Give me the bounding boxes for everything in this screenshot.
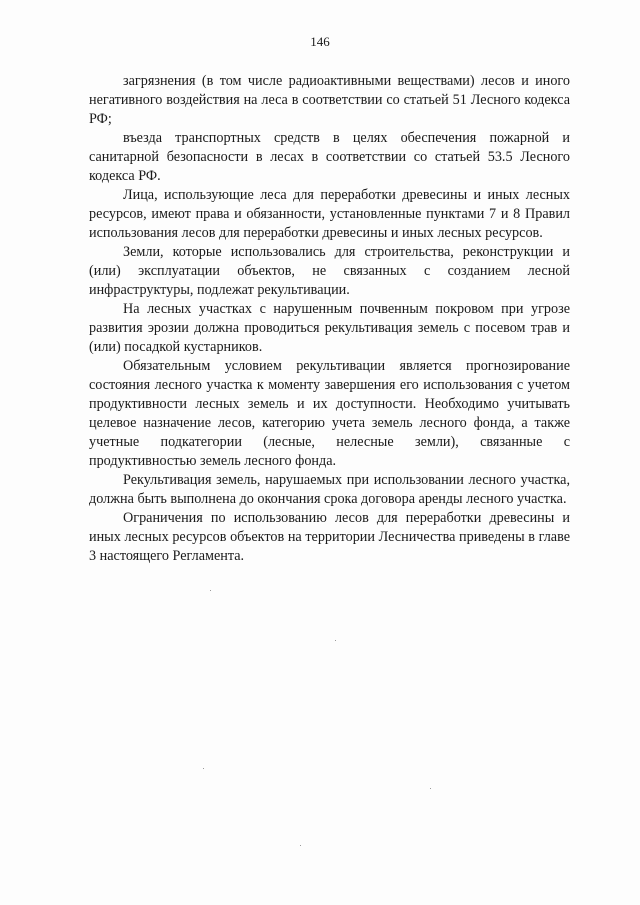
scan-speck	[210, 590, 211, 591]
paragraph-land-reclamation: Земли, которые использовались для строительства, реконструкции и (или) эксплуатации объектов, не связанных с созданием лесной инфраструктуры, подлежат рекультивации.	[89, 244, 570, 298]
scan-speck	[430, 788, 431, 789]
paragraph-forecasting: Обязательным условием рекультивации является прогнозирование состояния лесного участка к моменту завершения его использования с учетом продуктивности лесных земель и их доступности. Необходимо учитывать целевое назначение лесов, категорию учета земель лесного фонда, а также учетные подкатегории (лесные, нелесные земли), связанные с продуктивностью земель лесного фонда.	[89, 358, 570, 469]
scan-speck	[335, 640, 336, 641]
paragraph-pollution: загрязнения (в том числе радиоактивными веществами) лесов и иного негативного воздействия на леса в соответствии со статьей 51 Лесного кодекса РФ;	[89, 73, 570, 127]
scan-speck	[203, 768, 204, 769]
page-number: 146	[310, 34, 330, 49]
scan-speck	[300, 845, 301, 846]
body-text	[89, 72, 570, 566]
paragraph-vehicle-entry: въезда транспортных средств в целях обеспечения пожарной и санитарной безопасности в лесах в соответствии со статьей 53.5 Лесного кодекса РФ.	[89, 130, 570, 184]
paragraph-rights-obligations: Лица, использующие леса для переработки древесины и иных лесных ресурсов, имеют права и обязанности, установленные пунктами 7 и 8 Правил использования лесов для переработки древесины и иных лесных ресурсов.	[89, 187, 570, 241]
paragraph-erosion: На лесных участках с нарушенным почвенным покровом при угрозе развития эрозии должна проводиться рекультивация земель с посевом трав и (или) посадкой кустарников.	[89, 301, 570, 355]
paragraph-deadline: Рекультивация земель, нарушаемых при использовании лесного участка, должна быть выполнена до окончания срока договора аренды лесного участка.	[89, 472, 570, 507]
paragraph-restrictions: Ограничения по использованию лесов для переработки древесины и иных лесных ресурсов объектов на территории Лесничества приведены в главе 3 настоящего Регламента.	[89, 510, 570, 564]
